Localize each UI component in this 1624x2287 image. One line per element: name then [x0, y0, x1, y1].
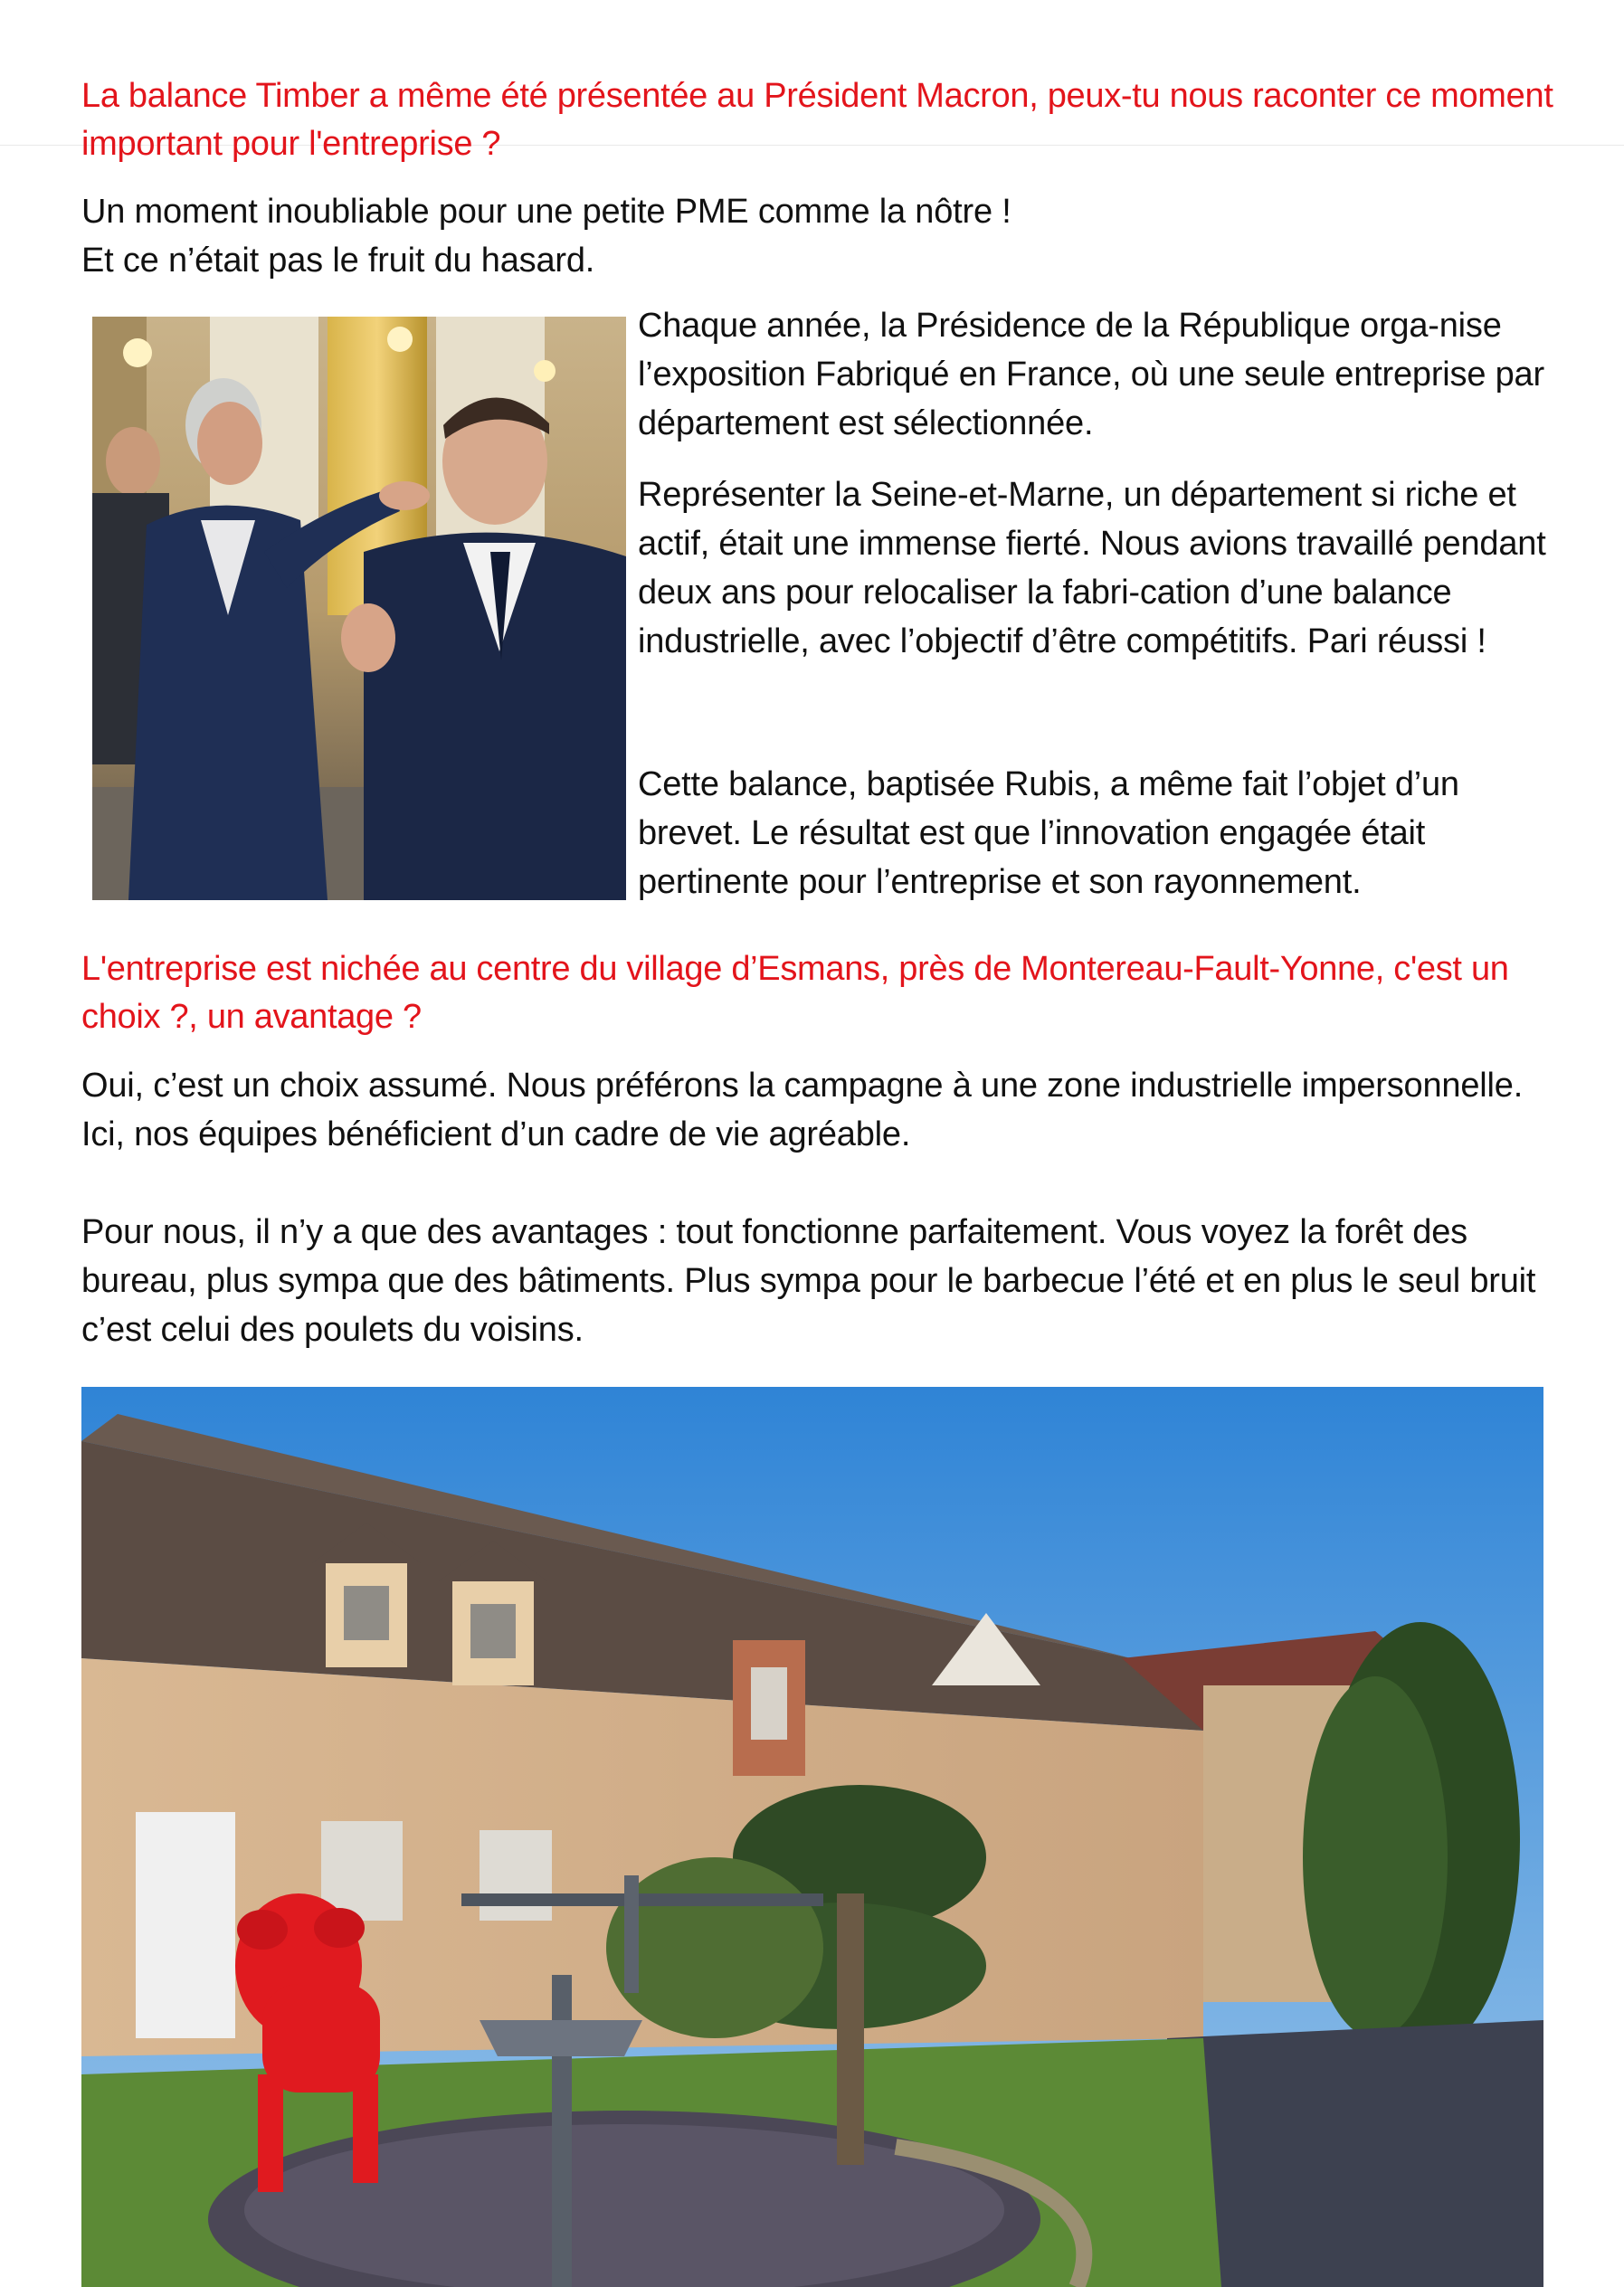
- intro-line-2: Et ce n’était pas le fruit du hasard.: [81, 242, 595, 280]
- photo-esmans-building: [81, 1387, 1543, 2287]
- paragraph-seine-et-marne: Représenter la Seine-et-Marne, un département si riche et actif, était une immense fierté. Nous avions travaillé pendant deux ans pour relocaliser la fabri-cation d’une balance industrielle, avec l’objectif d’être compétitifs. Pari réussi !: [638, 476, 1546, 660]
- paragraph-exposition: Chaque année, la Présidence de la République orga-nise l’exposition Fabriqué en France, où une seule entreprise par département est sélectionnée.: [638, 307, 1544, 442]
- question-esmans: L'entreprise est nichée au centre du village d’Esmans, près de Montereau-Fault-Yonne, c'est un choix ?, un avantage ?: [81, 950, 1509, 1036]
- question-macron: La balance Timber a même été présentée au Président Macron, peux-tu nous raconter ce moment important pour l'entreprise ?: [81, 77, 1553, 163]
- photo-macron-visit: [92, 317, 626, 900]
- paragraph-rubis-brevet: Cette balance, baptisée Rubis, a même fait l’objet d’un brevet. Le résultat est que l’innovation engagée était pertinente pour l’entreprise et son rayonnement.: [638, 765, 1459, 901]
- intro-paragraph: [81, 187, 1565, 285]
- paragraph-avantages: Pour nous, il n’y a que des avantages : tout fonctionne parfaitement. Vous voyez la forêt des bureau, plus sympa que des bâtiments. Plus sympa pour le barbecue l’été et en plus le seul bruit c’est celui des poulets du voisins.: [81, 1213, 1536, 1349]
- intro-line-1: Un moment inoubliable pour une petite PME comme la nôtre !: [81, 193, 1011, 231]
- paragraph-choix-assume: Oui, c’est un choix assumé. Nous préférons la campagne à une zone industrielle impersonnelle. Ici, nos équipes bénéficient d’un cadre de vie agréable.: [81, 1067, 1524, 1153]
